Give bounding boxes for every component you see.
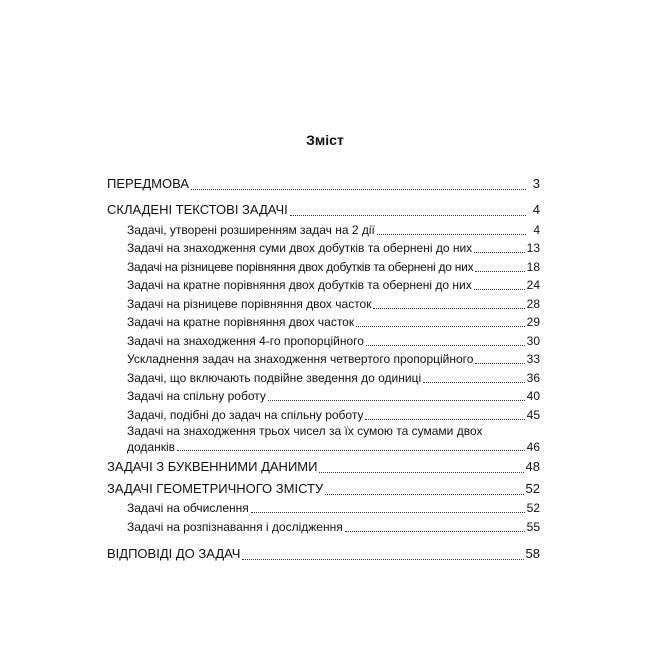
dot-leader [191, 188, 526, 190]
toc-subentry [107, 368, 540, 387]
toc-entry-label: СКЛАДЕНІ ТЕКСТОВІ ЗАДАЧІ [107, 202, 288, 217]
toc-subentry [107, 424, 540, 455]
toc-entry-label: Задачі на різницеве порівняння двох добутків та обернені до них [127, 259, 474, 274]
toc-subentry [107, 517, 540, 536]
dot-leader [423, 381, 525, 383]
toc-entry [107, 198, 540, 220]
toc-page-number: 3 [532, 176, 540, 191]
toc-entry-label: Ускладнення задач на знаходження четвертого пропорційного [127, 352, 474, 366]
toc-subentry [107, 387, 540, 406]
toc-subentry [107, 350, 540, 369]
table-of-contents [107, 172, 540, 564]
toc-subentry [107, 313, 540, 332]
toc-page-number: 4 [533, 222, 540, 237]
dot-leader [268, 399, 525, 401]
dot-leader [373, 307, 524, 309]
toc-subentry [107, 239, 540, 258]
toc-page-number: 28 [526, 296, 540, 311]
dot-leader [290, 214, 526, 216]
dot-leader [356, 325, 525, 327]
toc-page-number: 45 [526, 407, 540, 422]
toc-page-number: 24 [526, 278, 540, 292]
toc-entry [107, 455, 540, 477]
toc-entry-label: Задачі, подібні до задач на спільну роботу [127, 407, 364, 422]
toc-subentry [107, 331, 540, 350]
dot-leader [474, 251, 524, 253]
toc-page-number: 55 [526, 519, 540, 534]
toc-entry-label: Задачі на розпізнавання і дослідження [127, 519, 343, 534]
toc-entry-continuation [127, 439, 540, 455]
toc-page-number: 52 [525, 480, 540, 496]
toc-entry-label: Задачі, що включають подвійне зведення до одиниці [127, 370, 422, 385]
toc-entry-label: Задачі на знаходження суми двох добутків та обернені до них [127, 241, 473, 255]
toc-entry-label: Задачі, утворені розширенням задач на 2 дії [127, 222, 375, 237]
toc-page-number: 58 [525, 545, 540, 561]
dot-leader [475, 270, 524, 272]
toc-entry-label: ПЕРЕДМОВА [107, 176, 190, 191]
toc-entry-label: Задачі на обчислення [127, 501, 249, 515]
toc-entry-label: Задачі на кратне порівняння двох добутків та обернені до них [127, 278, 472, 292]
toc-entry [107, 542, 540, 564]
dot-leader [366, 344, 525, 346]
toc-page-number: 33 [526, 352, 540, 366]
toc-page-number: 52 [526, 501, 540, 515]
toc-page-number: 13 [526, 241, 540, 255]
dot-leader [365, 418, 524, 420]
toc-entry [107, 477, 540, 499]
toc-page-number: 29 [526, 315, 540, 329]
toc-subentry [107, 294, 540, 313]
toc-page-number: 30 [526, 333, 540, 348]
toc-subentry [107, 405, 540, 424]
toc-page-number: 40 [526, 389, 540, 403]
toc-entry-label: ВІДПОВІДІ ДО ЗАДАЧ [107, 545, 241, 561]
toc-subentry [107, 499, 540, 518]
toc-entry-label: ЗАДАЧІ ГЕОМЕТРИЧНОГО ЗМІСТУ [107, 480, 324, 496]
toc-subentry [107, 220, 540, 239]
page-title: Зміст [306, 132, 344, 148]
toc-entry-label: Задачі на спільну роботу [127, 389, 266, 403]
toc-page-number: 48 [525, 458, 540, 474]
toc-page-number: 4 [532, 202, 540, 217]
toc-entry-label: ЗАДАЧІ З БУКВЕННИМИ ДАНИМИ [107, 458, 318, 474]
toc-subentry [107, 257, 540, 276]
dot-leader [474, 288, 525, 290]
toc-entry-label: Задачі на знаходження 4-го пропорційного [127, 333, 364, 348]
dot-leader [325, 493, 523, 495]
dot-leader [319, 471, 523, 473]
dot-leader [377, 233, 526, 235]
toc-entry-label: Задачі на кратне порівняння двох часток [127, 315, 355, 329]
toc-entry-label: Задачі на різницеве порівняння двох часток [127, 296, 372, 311]
toc-page-number: 18 [526, 259, 540, 274]
toc-entry [107, 172, 540, 194]
toc-subentry [107, 276, 540, 295]
dot-leader [242, 558, 523, 560]
dot-leader [475, 362, 524, 364]
dot-leader [177, 449, 525, 451]
toc-page-number: 46 [526, 439, 540, 454]
dot-leader [345, 530, 525, 532]
toc-page-number: 36 [526, 370, 540, 385]
toc-entry-label: доданків [127, 439, 176, 454]
dot-leader [251, 511, 525, 513]
toc-entry-label: Задачі на знаходження трьох чисел за їх сумою та сумами двох [127, 423, 483, 438]
